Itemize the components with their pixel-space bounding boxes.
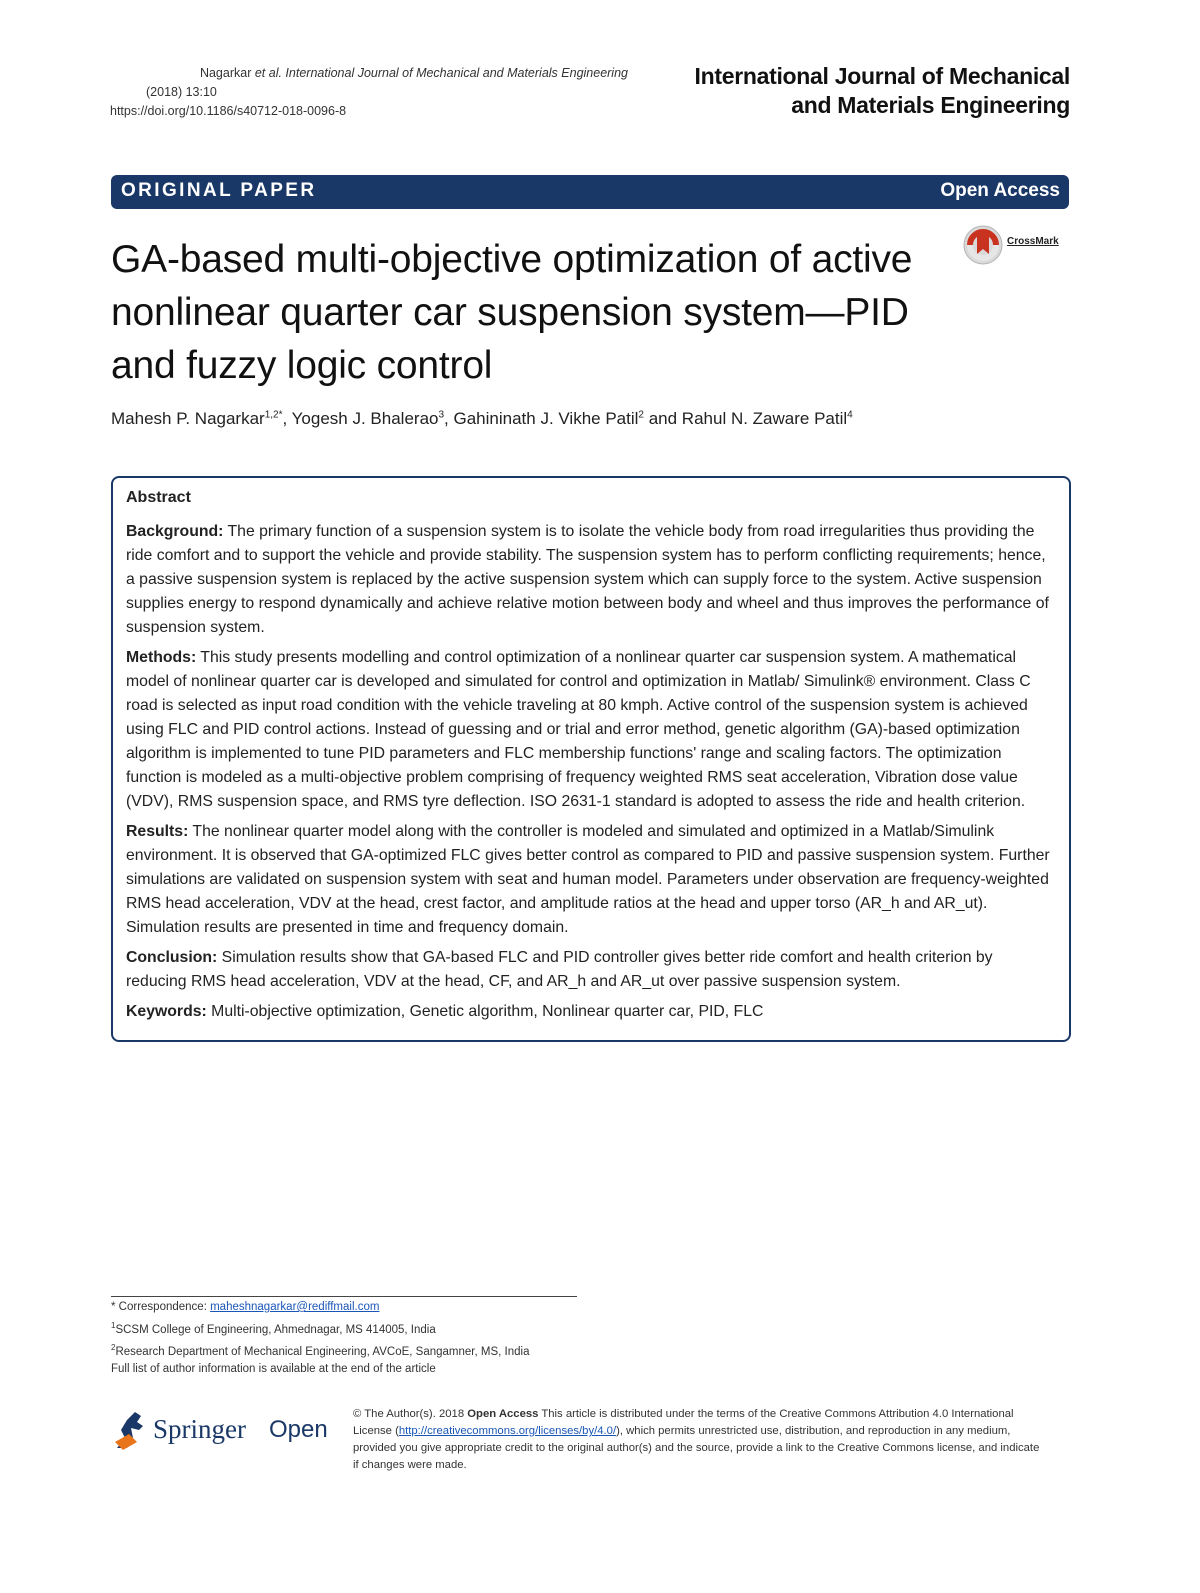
article-title: GA-based multi-objective optimization of active nonlinear quarter car suspension system—PID and fuzzy logic control (111, 238, 913, 387)
affiliation-marker: 2 (111, 1342, 116, 1352)
article-type-banner (111, 175, 1069, 209)
correspondence-email-link[interactable]: maheshnagarkar@rediffmail.com (210, 1301, 380, 1313)
footnote-divider (111, 1296, 577, 1297)
springer-horse-icon (111, 1408, 151, 1452)
keywords-text: Multi-objective optimization, Genetic algorithm, Nonlinear quarter car, PID, FLC (206, 1003, 764, 1020)
author-name: Rahul N. Zaware Patil (681, 409, 848, 428)
citation-etal: et al. (254, 66, 282, 80)
correspondence-label: * Correspondence: (111, 1301, 211, 1313)
methods-label: Methods: (126, 649, 197, 666)
copyright-text: © The Author(s). 2018 (353, 1408, 468, 1420)
citation-journal: International Journal of Mechanical and Materials Engineering (281, 66, 628, 80)
citation-block (108, 64, 628, 121)
results-label: Results: (126, 823, 189, 840)
affiliation-1 (111, 1317, 581, 1339)
abstract-results (126, 820, 1056, 940)
abstract-heading: Abstract (126, 489, 191, 506)
author (111, 409, 292, 428)
author-name: Yogesh J. Bhalerao (291, 409, 439, 428)
journal-name-line2: and Materials Engineering (791, 92, 1070, 118)
license-link[interactable]: http://creativecommons.org/licenses/by/4.0/ (398, 1425, 617, 1437)
author-separator: and (643, 409, 682, 428)
background-text: The primary function of a suspension system is to isolate the vehicle body from road irregularities thus providing the ride comfort and to support the vehicle and provide stability. The suspension system has to perform conflicting requirements; hence, a passive suspension system is replaced by the active suspension system which can supply force to the system. Active suspension supplies energy to respond dynamically and achieve relative motion between body and wheel and thus improves the performance of suspension system. (126, 523, 1049, 636)
crossmark-label: CrossMark (1007, 236, 1059, 247)
journal-name (650, 62, 1070, 120)
methods-text: This study presents modelling and control optimization of a nonlinear quarter car suspension system. A mathematical model of nonlinear quarter car is developed and simulated for control and optimization in Matlab/ Simulink® environment. Class C road is selected as input road condition with the vehicle traveling at 80 kmph. Active control of the suspension system is achieved using FLC and PID control actions. Instead of guessing and or trial and error method, genetic algorithm (GA)-based optimization algorithm is implemented to tune PID parameters and FLC membership functions' range and scaling factors. The optimization function is modeled as a multi-objective problem comprising of frequency weighted RMS seat acceleration, Vibration dose value (VDV), RMS suspension space, and RMS tyre deflection. ISO 2631-1 standard is adopted to assess the ride and health criterion. (126, 649, 1031, 810)
author-name: Mahesh P. Nagarkar (111, 409, 265, 428)
open-wordmark: Open (269, 1416, 328, 1443)
keywords-label: Keywords: (126, 1003, 207, 1020)
abstract-methods (126, 646, 1056, 814)
license-text-part2: ), which permits unrestricted use, distribution, and reproduction in any medium, provided you give appropriate credit to the original author(s) and the source, provide a link to the Creative Commons license, and indicate if changes were made. (353, 1425, 1040, 1471)
correspondence (111, 1299, 581, 1317)
crossmark-badge[interactable] (962, 224, 1072, 266)
license-statement (353, 1406, 1043, 1474)
full-author-info-note: Full list of author information is available at the end of the article (111, 1363, 436, 1376)
footnotes (111, 1299, 581, 1379)
author-affiliation-marker: 1,2* (264, 409, 283, 421)
license-text-part1: This article is distributed under the terms of the Creative Commons Attribution 4.0 International License ( (353, 1408, 1014, 1437)
abstract-keywords (126, 1000, 1056, 1024)
springer-wordmark: Springer (153, 1414, 246, 1444)
author-affiliation-marker: 2 (638, 409, 644, 421)
crossmark-icon (962, 224, 1004, 266)
conclusion-text: Simulation results show that GA-based FLC and PID controller gives better ride comfort and health criterion by reducing RMS head acceleration, VDV at the head, CF, and AR_h and AR_ut over passive suspension system. (126, 949, 993, 990)
author-separator: , (282, 409, 292, 428)
open-access-bold: Open Access (467, 1408, 539, 1420)
affiliation-marker: 1 (111, 1320, 116, 1330)
article-type-label: ORIGINAL PAPER (121, 180, 317, 201)
affiliation-text: Research Department of Mechanical Engineering, AVCoE, Sangamner, MS, India (115, 1345, 530, 1358)
results-text: The nonlinear quarter model along with the controller is modeled and simulated and optimized in a Matlab/Simulink environment. It is observed that GA-optimized FLC gives better control as compared to PID and passive suspension system. Further simulations are validated on suspension system with seat and human model. Parameters under observation are frequency-weighted RMS head acceleration, VDV at the head, crest factor, and amplitude ratios at the head and upper torso (AR_h and AR_ut). Simulation results are presented in time and frequency domain. (126, 823, 1050, 936)
conclusion-label: Conclusion: (126, 949, 218, 966)
citation-line (108, 64, 628, 83)
open-access-label: Open Access (940, 180, 1060, 201)
author (292, 409, 454, 428)
abstract-background (126, 520, 1056, 640)
affiliation-text: SCSM College of Engineering, Ahmednagar, MS 414005, India (115, 1323, 436, 1336)
abstract-conclusion (126, 946, 1056, 994)
background-label: Background: (126, 523, 224, 540)
author-list (111, 409, 1071, 429)
author (682, 409, 853, 428)
doi-link[interactable]: https://doi.org/10.1186/s40712-018-0096-8 (110, 104, 347, 118)
author-name: Gahininath J. Vikhe Patil (453, 409, 639, 428)
citation-authors: Nagarkar (199, 66, 255, 80)
author (454, 409, 682, 428)
author-affiliation-marker: 3 (438, 409, 445, 421)
author-affiliation-marker: 4 (847, 409, 853, 421)
abstract-box (111, 476, 1071, 1042)
author-separator: , (444, 409, 454, 428)
affiliation-2 (111, 1339, 581, 1361)
citation-year-volume: (2018) 13:10 (146, 85, 217, 99)
springer-open-logo (111, 1408, 351, 1456)
journal-name-line1: International Journal of Mechanical (694, 63, 1070, 89)
